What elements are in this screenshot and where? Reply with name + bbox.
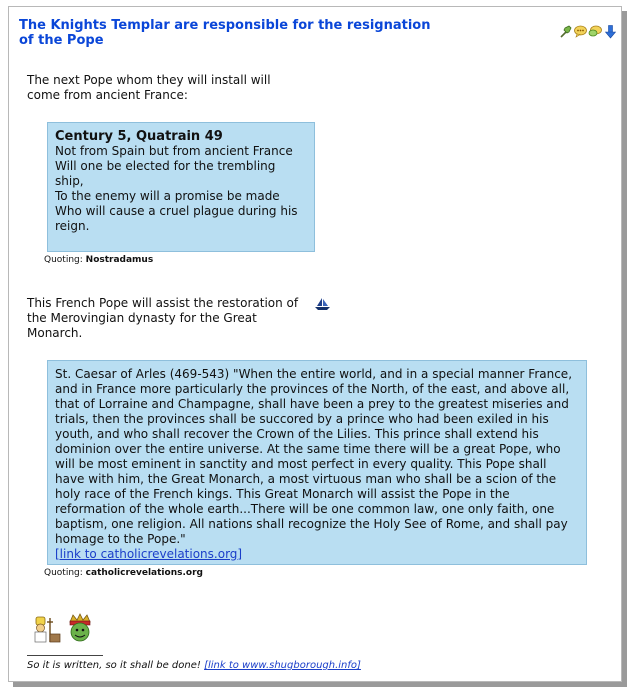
pope-emoticon-icon xyxy=(30,614,62,644)
quoting-label: Quoting: xyxy=(44,568,83,578)
quote-line: Who will cause a cruel plague during his reign. xyxy=(55,204,298,233)
post-frame xyxy=(8,6,622,682)
ship-icon xyxy=(314,296,332,310)
quote-link-line xyxy=(55,547,579,562)
quote-icon[interactable] xyxy=(573,24,588,39)
paragraph-french-pope: This French Pope will assist the restoration of the Merovingian dynasty for the Great Monarch. xyxy=(27,296,299,340)
quote-source: catholicrevelations.org xyxy=(85,568,203,578)
quote-line: Will one be elected for the trembling ship, xyxy=(55,159,276,188)
post-toolbar xyxy=(558,24,618,39)
intro-paragraph: The next Pope whom they will install will come from ancient France: xyxy=(27,73,271,102)
pin-icon[interactable] xyxy=(558,24,573,39)
signature-divider xyxy=(27,655,103,656)
quote-attribution xyxy=(44,568,203,579)
down-arrow-icon[interactable] xyxy=(603,24,618,39)
signature-text: So it is written, so it shall be done! xyxy=(27,660,205,671)
emoticon-row xyxy=(30,612,94,644)
quoting-label: Quoting: xyxy=(44,255,83,265)
quote-source: Nostradamus xyxy=(85,255,154,265)
quote-line: Not from Spain but from ancient France xyxy=(55,144,293,158)
post-title: The Knights Templar are responsible for the resignation of the Pope xyxy=(19,18,431,48)
reply-icon[interactable] xyxy=(588,24,603,39)
quote-line: To the enemy will a promise be made xyxy=(55,189,280,203)
quote-attribution xyxy=(44,255,153,266)
quote-box-caesar xyxy=(47,360,587,565)
king-emoticon-icon xyxy=(66,612,94,644)
quote-heading: Century 5, Quatrain 49 xyxy=(55,129,223,144)
signature xyxy=(27,660,361,672)
catholicrevelations-link[interactable]: [link to catholicrevelations.org] xyxy=(55,547,243,561)
quote-box-nostradamus xyxy=(47,122,315,252)
quote-text: St. Caesar of Arles (469-543) "When the entire world, and in a special manner France, and in France more particularly the provinces of the North, of the east, and above all, that of Lorraine and Champagne, shall have been a prey to the greatest miseries and trials, then the provinces shall be succored by a prince who had been exiled in his youth, and who shall recover the Crown of the Lilies. This prince shall extend his dominion over the entire universe. At the same time there will be a great Pope, who will be most eminent in sanctity and most perfect in every quality. This Pope shall have with him, the Great Monarch, a most virtuous man who shall be a scion of the holy race of the French kings. This Great Monarch will assist the Pope in the reformation of the whole earth...There will be one common law, one only faith, one baptism, one religion. All nations shall recognize the Holy See of Rome, and shall pay homage to the Pope." xyxy=(55,367,573,546)
shugborough-link[interactable]: [link to www.shugborough.info] xyxy=(204,660,361,671)
